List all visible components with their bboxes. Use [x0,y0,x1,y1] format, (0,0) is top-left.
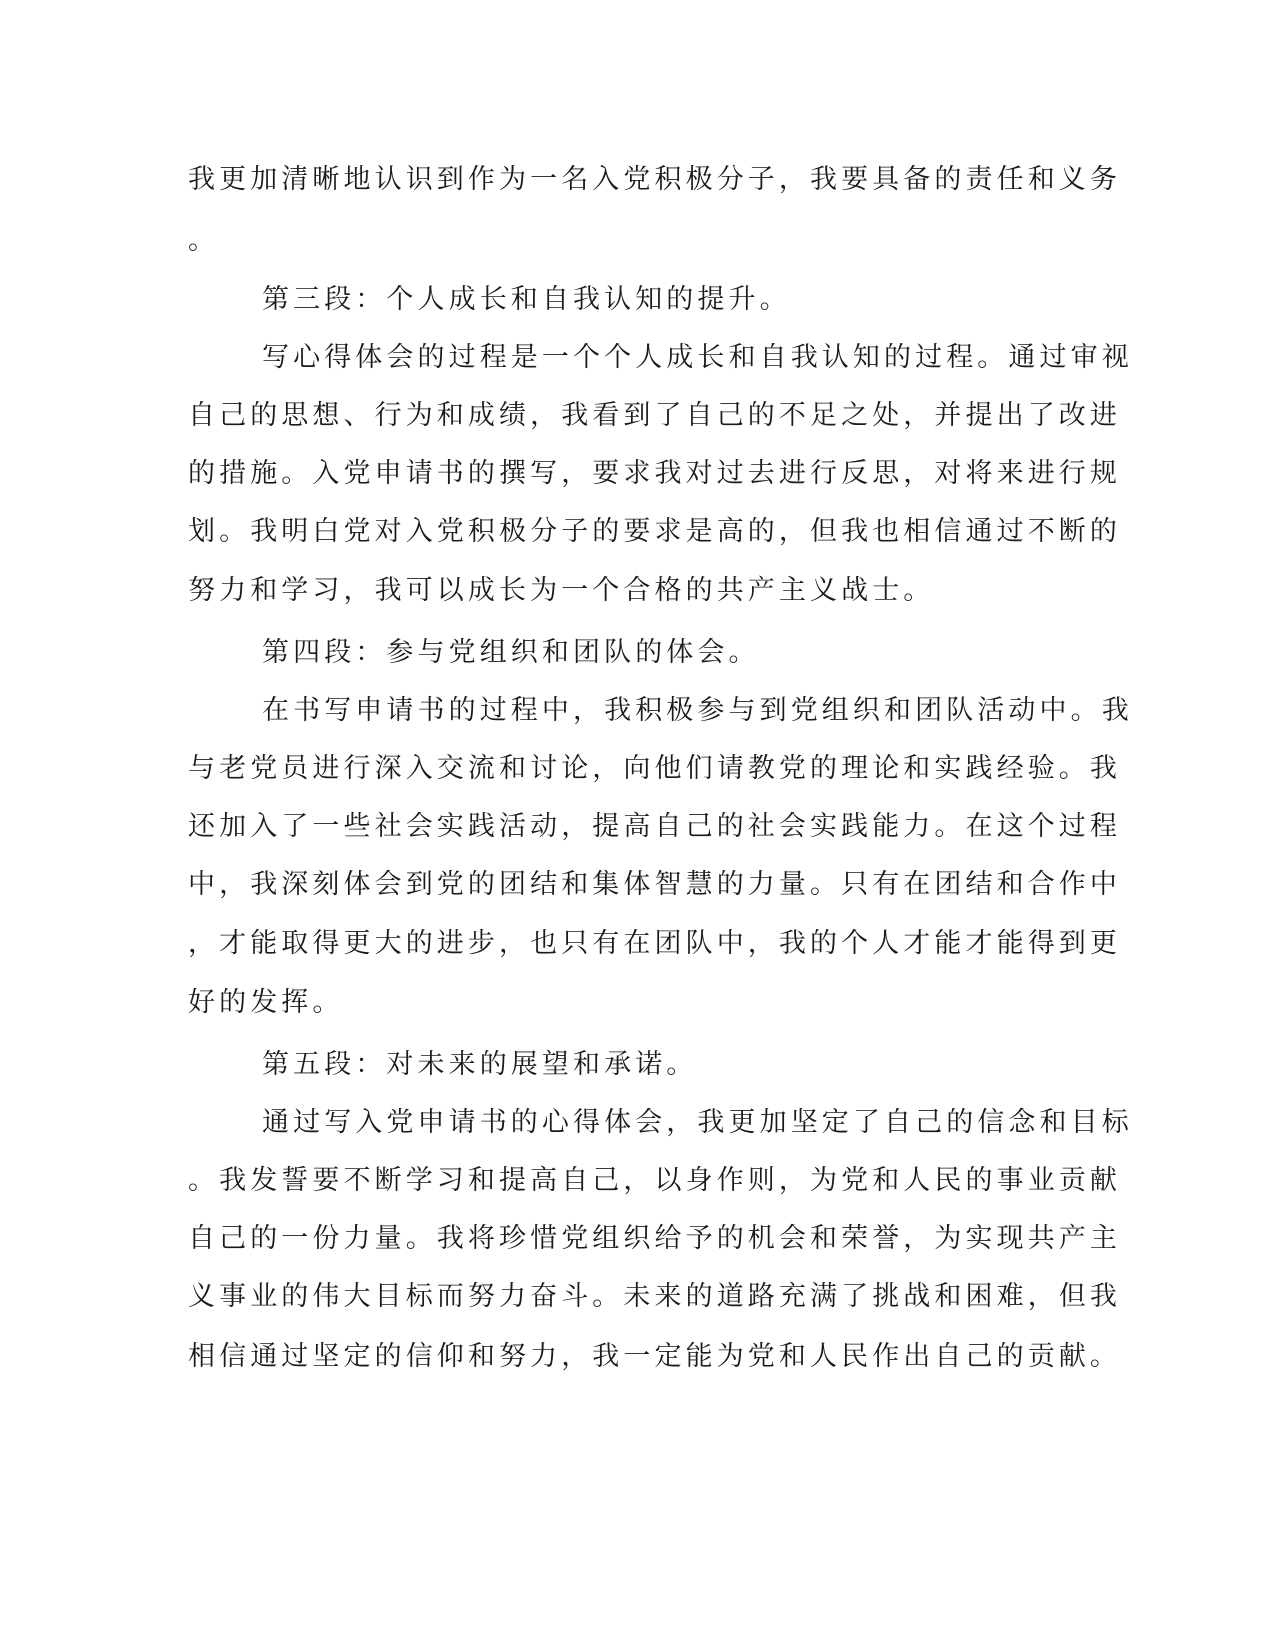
text-line: ，才能取得更大的进步，也只有在团队中，我的个人才能才能得到更 [188,928,1121,959]
text-line: 。 [188,225,220,256]
text-line: 中，我深刻体会到党的团结和集体智慧的力量。只有在团结和合作中 [188,869,1121,900]
text-line: 义事业的伟大目标而努力奋斗。未来的道路充满了挑战和困难，但我 [188,1281,1121,1312]
text-line: 自己的一份力量。我将珍惜党组织给予的机会和荣誉，为实现共产主 [188,1223,1121,1254]
text-line: 相信通过坚定的信仰和努力，我一定能为党和人民作出自己的贡献。 [188,1341,1121,1372]
text-line: 的措施。入党申请书的撰写，要求我对过去进行反思，对将来进行规 [188,458,1121,489]
text-line: 好的发挥。 [188,987,344,1018]
section-heading: 第五段：对未来的展望和承诺。 [262,1049,698,1080]
text-line: 在书写申请书的过程中，我积极参与到党组织和团队活动中。我 [262,695,1133,726]
text-line: 我更加清晰地认识到作为一名入党积极分子，我要具备的责任和义务 [188,164,1121,195]
section-heading: 第四段：参与党组织和团队的体会。 [262,637,760,668]
text-line: 。我发誓要不断学习和提高自己，以身作则，为党和人民的事业贡献 [188,1165,1121,1196]
text-line: 自己的思想、行为和成绩，我看到了自己的不足之处，并提出了改进 [188,400,1121,431]
text-line: 写心得体会的过程是一个个人成长和自我认知的过程。通过审视 [262,342,1133,373]
text-line: 努力和学习，我可以成长为一个合格的共产主义战士。 [188,575,935,606]
text-line: 划。我明白党对入党积极分子的要求是高的，但我也相信通过不断的 [188,516,1121,547]
text-line: 与老党员进行深入交流和讨论，向他们请教党的理论和实践经验。我 [188,753,1121,784]
text-line: 通过写入党申请书的心得体会，我更加坚定了自己的信念和目标 [262,1107,1133,1138]
text-line: 还加入了一些社会实践活动，提高自己的社会实践能力。在这个过程 [188,811,1121,842]
section-heading: 第三段：个人成长和自我认知的提升。 [262,284,791,315]
